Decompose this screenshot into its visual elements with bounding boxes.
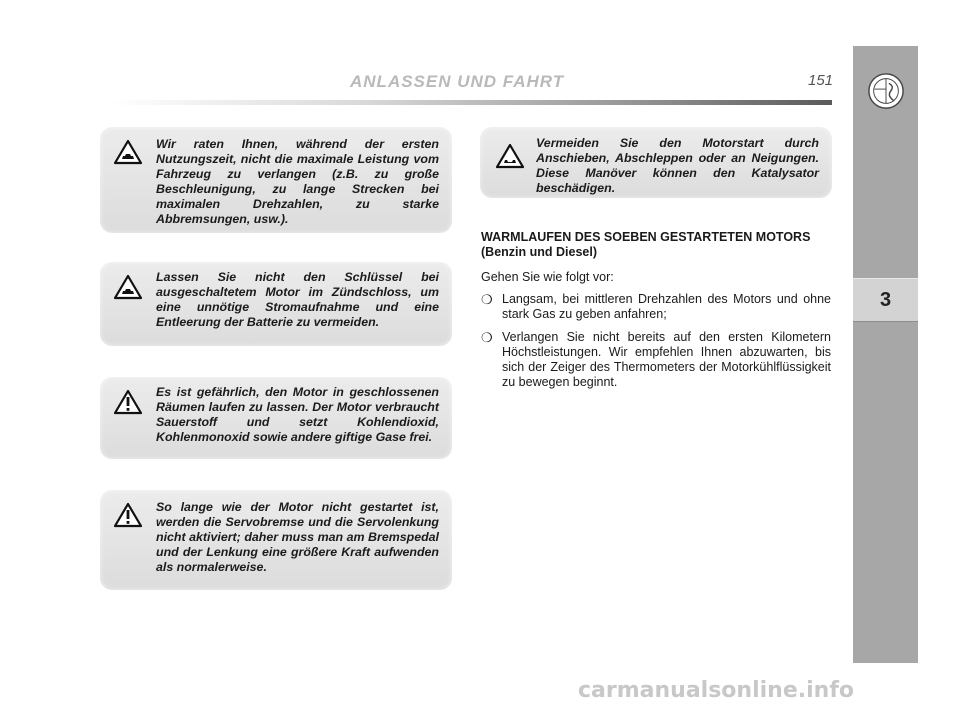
warning-text: So lange wie der Motor nicht gestartet ist, werden die Servobremse und die Servolenkung nicht aktiviert; daher muss man am Bremspedal und der Lenkung eine größere Kraft aufwenden als normalerweise. xyxy=(156,500,439,574)
warning-box xyxy=(100,377,452,459)
watermark: carmanualsonline.info xyxy=(578,678,854,703)
warning-text: Vermeiden Sie den Motorstart durch Anschieben, Abschleppen oder an Neigungen. Diese Manöver können den Katalysator beschädigen. xyxy=(536,136,819,195)
list-item xyxy=(481,330,831,390)
exclamation-warning-icon xyxy=(114,502,142,528)
car-warning-icon xyxy=(114,139,142,165)
chapter-title: ANLASSEN UND FAHRT xyxy=(350,72,565,91)
list-item-text: Langsam, bei mittleren Drehzahlen des Motors und ohne stark Gas zu geben anfahren; xyxy=(502,292,831,321)
chapter-tab[interactable] xyxy=(853,278,918,322)
car-warning-icon xyxy=(496,143,524,169)
section-title: WARMLAUFEN DES SOEBEN GESTARTETEN MOTORS (Benzin und Diesel) xyxy=(481,230,811,259)
warning-text: Es ist gefährlich, den Motor in geschlossenen Räumen laufen zu lassen. Der Motor verbraucht Sauerstoff und setzt Kohlendioxid, Kohlenmonoxid sowie andere giftige Gase frei. xyxy=(156,385,439,444)
alfa-romeo-logo-icon xyxy=(867,72,905,110)
warning-text: Lassen Sie nicht den Schlüssel bei ausgeschaltetem Motor im Zündschloss, um eine unnötige Stromaufnahme und eine Entleerung der Batterie zu vermeiden. xyxy=(156,270,439,329)
warning-box xyxy=(100,490,452,590)
chapter-number: 3 xyxy=(879,289,892,311)
warning-box xyxy=(480,127,832,198)
warning-box xyxy=(100,127,452,233)
bullet-icon: ❍ xyxy=(481,292,493,307)
list-item-text: Verlangen Sie nicht bereits auf den ersten Kilometern Höchstleistungen. Wir empfehlen Ihnen abzuwarten, bis sich der Zeiger des Thermometers der Motorkühlflüssigkeit zu bewegen beginnt. xyxy=(502,330,831,389)
section-intro: Gehen Sie wie folgt vor: xyxy=(481,270,614,284)
bullet-icon: ❍ xyxy=(481,330,493,345)
page-number: 151 xyxy=(808,72,834,89)
bullet-list xyxy=(481,292,831,398)
header-divider xyxy=(110,100,832,105)
chapter-sidebar xyxy=(853,46,918,663)
car-warning-icon xyxy=(114,274,142,300)
list-item xyxy=(481,292,831,322)
warning-box xyxy=(100,262,452,346)
warning-text: Wir raten Ihnen, während der ersten Nutzungszeit, nicht die maximale Leistung vom Fahrzeug zu verlangen (z.B. zu große Beschleunigung, zu lange Strecken bei maximalen Drehzahlen, zu starke Abbremsungen, usw.). xyxy=(156,137,439,226)
exclamation-warning-icon xyxy=(114,389,142,415)
